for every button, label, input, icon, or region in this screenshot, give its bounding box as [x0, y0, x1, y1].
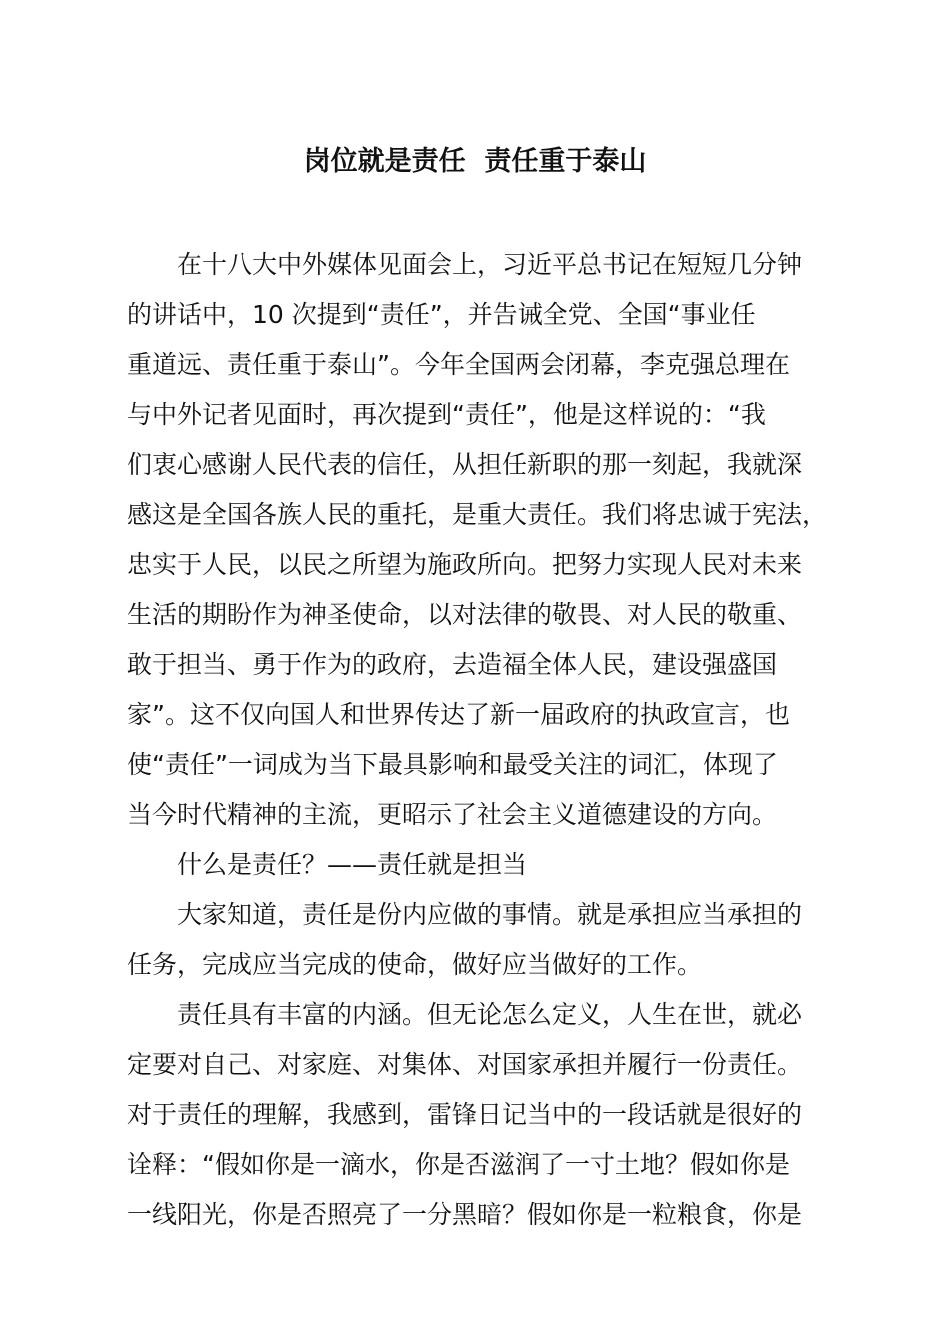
- text-line: 责任具有丰富的内涵。但无论怎么定义，人生在世，就必: [177, 1000, 803, 1029]
- paragraph-definition: [127, 890, 827, 990]
- text-line: 重道远、责任重于泰山”。今年全国两会闭幕，李克强总理在: [127, 350, 790, 379]
- section-heading: 什么是责任？——责任就是担当: [177, 850, 528, 879]
- text-line: 在十八大中外媒体见面会上，习近平总书记在短短几分钟: [177, 250, 803, 279]
- text-line: 的讲话中，10 次提到“责任”，并告诫全党、全国“事业任: [127, 300, 756, 329]
- text-line: 家”。这不仅向国人和世界传达了新一届政府的执政宣言，也: [127, 700, 790, 729]
- document-title: 岗位就是责任 责任重于泰山: [303, 146, 647, 177]
- text-line: 定要对自己、对家庭、对集体、对国家承担并履行一份责任。: [127, 1050, 803, 1079]
- paragraph-connotation: [127, 990, 827, 1240]
- text-line: 们衷心感谢人民代表的信任，从担任新职的那一刻起，我就深: [127, 450, 803, 479]
- paragraph-heading-responsibility: [127, 840, 827, 890]
- text-line: 任务，完成应当完成的使命，做好应当做好的工作。: [127, 950, 703, 979]
- text-line: 与中外记者见面时，再次提到“责任”，他是这样说的：“我: [127, 400, 766, 429]
- text-line: 感这是全国各族人民的重托，是重大责任。我们将忠诚于宪法，: [127, 500, 827, 529]
- paragraph-intro: [127, 240, 827, 840]
- text-line: 诠释：“假如你是一滴水，你是否滋润了一寸土地？假如你是: [127, 1150, 790, 1179]
- text-line: 使“责任”一词成为当下最具影响和最受关注的词汇，体现了: [127, 750, 778, 779]
- text-line: 当今时代精神的主流，更昭示了社会主义道德建设的方向。: [127, 800, 778, 829]
- text-line: 生活的期盼作为神圣使命，以对法律的敬畏、对人民的敬重、: [127, 600, 803, 629]
- text-line: 对于责任的理解，我感到，雷锋日记当中的一段话就是很好的: [127, 1100, 803, 1129]
- text-line: 大家知道，责任是份内应做的事情。就是承担应当承担的: [177, 900, 803, 929]
- text-line: 敢于担当、勇于作为的政府，去造福全体人民，建设强盛国: [127, 650, 778, 679]
- text-line: 忠实于人民，以民之所望为施政所向。把努力实现人民对未来: [127, 550, 803, 579]
- text-line: 一线阳光，你是否照亮了一分黑暗？假如你是一粒粮食，你是: [127, 1200, 803, 1229]
- document-body: [127, 240, 827, 1240]
